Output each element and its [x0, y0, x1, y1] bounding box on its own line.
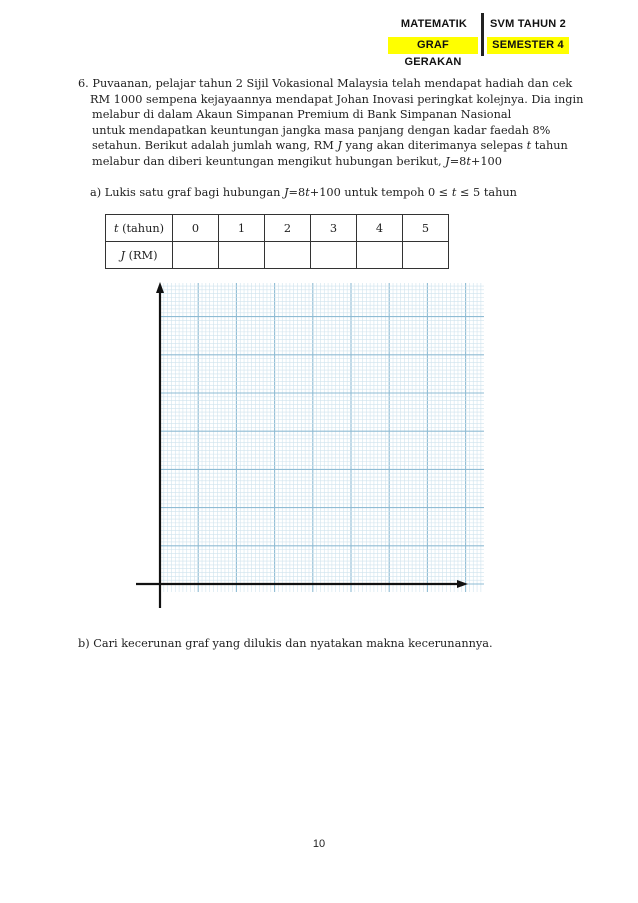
semester-label: SEMESTER 4	[487, 37, 569, 54]
axes	[136, 282, 468, 608]
part-b-text: b) Cari kecerunan graf yang dilukis dan nyatakan makna kecerunannya.	[78, 637, 493, 650]
y-axis-arrow	[156, 282, 164, 293]
question-line-5: setahun. Berikut adalah jumlah wang, RM J yang akan diterimanya selepas t tahun	[92, 139, 568, 152]
j-value-cell[interactable]	[265, 242, 311, 269]
topic-label: GRAF GERAKAN	[388, 37, 478, 54]
question-line-2: RM 1000 sempena kejayaannya mendapat Johan Inovasi peringkat kolejnya. Dia ingin	[90, 93, 584, 106]
table-row	[106, 242, 449, 269]
t-value-cell: 0	[173, 215, 219, 242]
grid-lines	[160, 283, 484, 592]
question-line-3: melabur di dalam Akaun Simpanan Premium di Bank Simpanan Nasional	[92, 108, 512, 121]
t-value-cell: 5	[403, 215, 449, 242]
subject-label: MATEMATIK	[400, 18, 468, 30]
j-value-cell[interactable]	[403, 242, 449, 269]
t-value-cell: 1	[219, 215, 265, 242]
j-row-header: J (RM)	[106, 242, 173, 269]
t-value-cell: 3	[311, 215, 357, 242]
t-value-cell: 4	[357, 215, 403, 242]
j-value-cell[interactable]	[311, 242, 357, 269]
t-value-cell: 2	[265, 215, 311, 242]
header-divider	[481, 13, 484, 56]
question-line-1: 6. Puvaanan, pelajar tahun 2 Sijil Vokasional Malaysia telah mendapat hadiah dan cek	[78, 77, 573, 90]
question-line-6: melabur dan diberi keuntungan mengikut hubungan berikut, J=8t+100	[92, 155, 502, 168]
values-table	[105, 214, 449, 269]
question-line-4: untuk mendapatkan keuntungan jangka masa panjang dengan kadar faedah 8%	[92, 124, 551, 137]
x-axis-arrow	[457, 580, 468, 588]
table-row	[106, 215, 449, 242]
j-value-cell[interactable]	[357, 242, 403, 269]
course-label: SVM TAHUN 2	[490, 18, 566, 30]
j-value-cell[interactable]	[219, 242, 265, 269]
j-value-cell[interactable]	[173, 242, 219, 269]
graph-paper[interactable]	[128, 280, 498, 612]
page-number: 10	[312, 838, 326, 850]
part-a-text: a) Lukis satu graf bagi hubungan J=8t+100 untuk tempoh 0 ≤ t ≤ 5 tahun	[90, 186, 517, 199]
t-row-header: t (tahun)	[106, 215, 173, 242]
